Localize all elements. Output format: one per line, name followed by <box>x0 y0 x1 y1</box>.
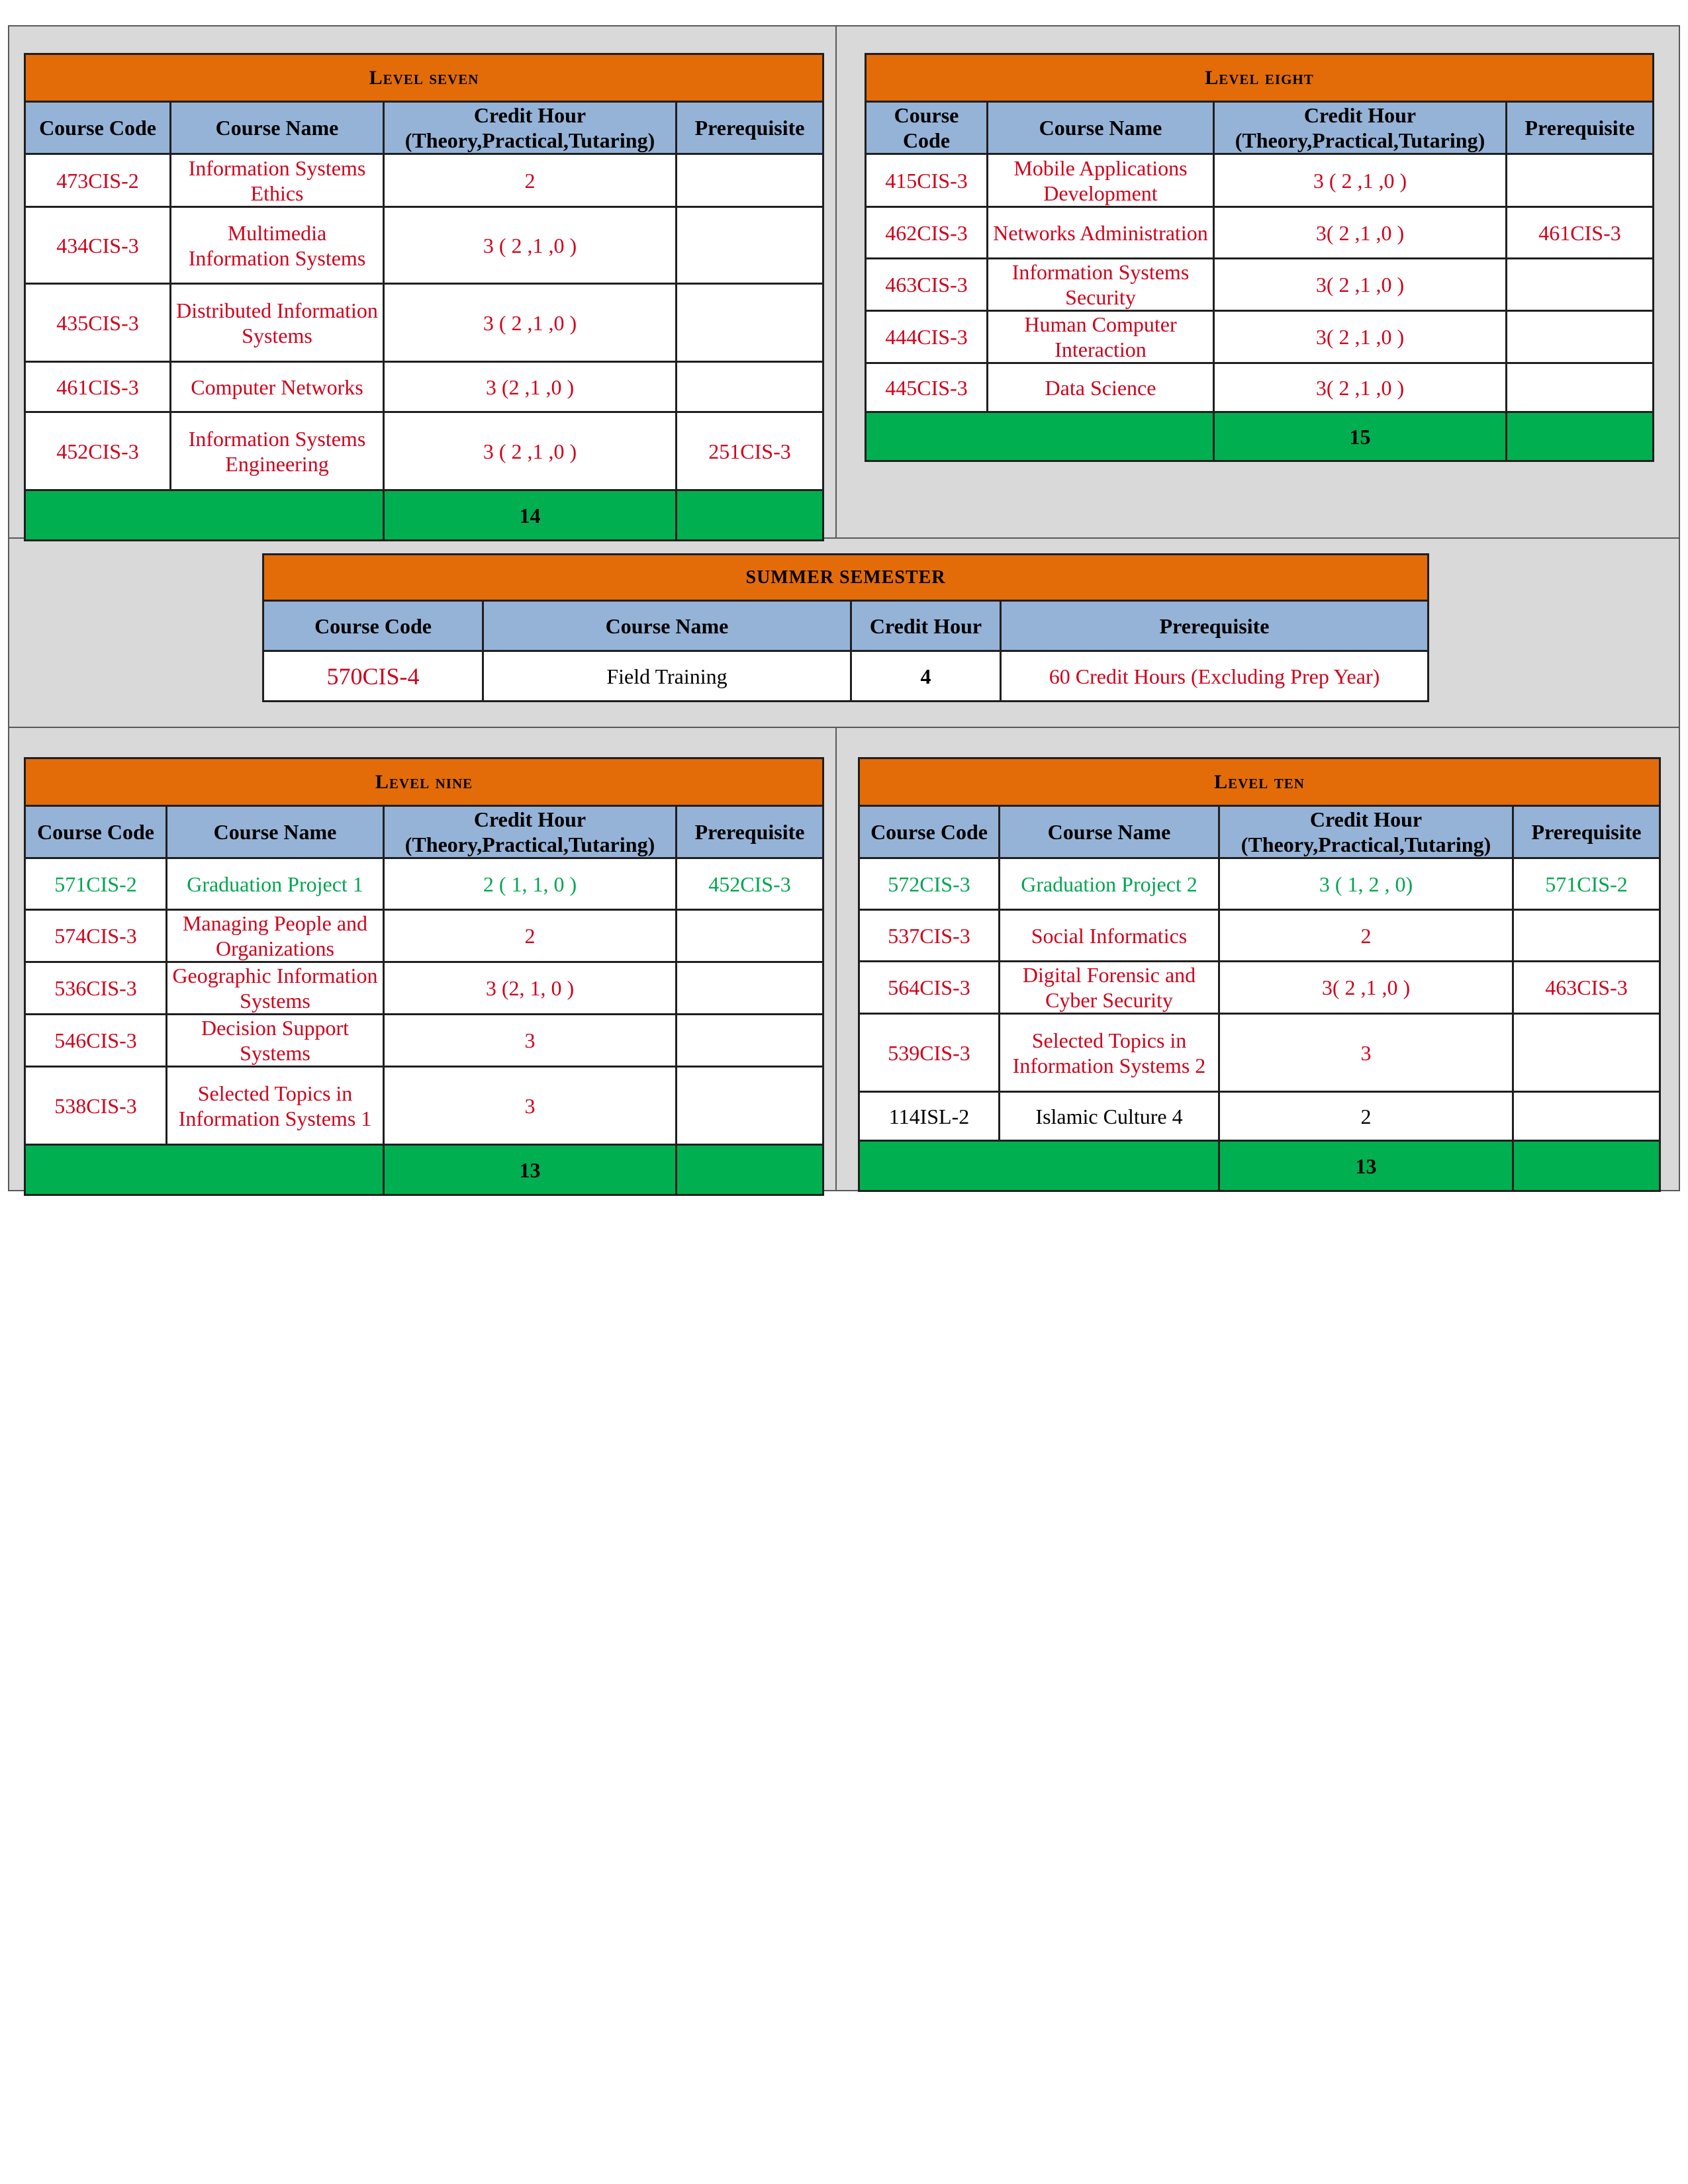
prerequisite: 461CIS-3 <box>1507 207 1654 259</box>
course-code: 445CIS-3 <box>866 363 988 412</box>
table-row <box>866 311 1654 363</box>
course-code: 536CIS-3 <box>25 962 167 1015</box>
prerequisite <box>677 284 823 362</box>
total-blank <box>866 412 1214 461</box>
header-credit-hour: Credit Hour (Theory,Practical,Tutaring) <box>384 102 677 154</box>
course-code: 473CIS-2 <box>25 154 171 207</box>
level-eight-table <box>865 53 1654 462</box>
course-name: Managing People and Organizations <box>167 910 384 962</box>
prerequisite <box>1513 1092 1660 1141</box>
header-course-code: Course Code <box>25 102 171 154</box>
credit-hour: 2 <box>384 910 677 962</box>
prerequisite <box>1507 363 1654 412</box>
prerequisite: 463CIS-3 <box>1513 962 1660 1014</box>
level-nine-table <box>24 757 824 1196</box>
summer-semester-table <box>262 553 1429 702</box>
credit-hour: 3 (2, 1, 0 ) <box>384 962 677 1015</box>
total-row <box>25 490 823 541</box>
header-prerequisite: Prerequisite <box>1507 102 1654 154</box>
header-prerequisite: Prerequisite <box>677 102 823 154</box>
total-blank <box>1513 1141 1660 1191</box>
course-code: 572CIS-3 <box>859 858 1000 910</box>
course-code: 546CIS-3 <box>25 1015 167 1067</box>
total-row <box>859 1141 1660 1191</box>
course-code: 571CIS-2 <box>25 858 167 910</box>
total-row <box>866 412 1654 461</box>
prerequisite <box>1507 154 1654 207</box>
table-row <box>25 858 823 910</box>
total-row <box>25 1145 823 1195</box>
header-credit-hour: Credit Hour (Theory,Practical,Tutaring) <box>384 806 677 858</box>
prerequisite <box>677 1015 823 1067</box>
prerequisite <box>677 154 823 207</box>
course-code: 461CIS-3 <box>25 362 171 412</box>
total-credits: 14 <box>384 490 677 541</box>
credit-hour: 2 ( 1, 1, 0 ) <box>384 858 677 910</box>
course-code: 444CIS-3 <box>866 311 988 363</box>
divider-horizontal-2 <box>8 727 1680 728</box>
course-name: Information Systems Security <box>988 259 1214 311</box>
course-code: 415CIS-3 <box>866 154 988 207</box>
table-row <box>859 910 1660 962</box>
header-prerequisite: Prerequisite <box>677 806 823 858</box>
table-row <box>866 259 1654 311</box>
table-row <box>859 1092 1660 1141</box>
credit-hour: 2 <box>1219 1092 1513 1141</box>
course-name: Digital Forensic and Cyber Security <box>1000 962 1219 1014</box>
table-row <box>25 362 823 412</box>
course-code: 564CIS-3 <box>859 962 1000 1014</box>
prerequisite <box>677 1067 823 1145</box>
credit-hour: 3 ( 2 ,1 ,0 ) <box>384 284 677 362</box>
credit-hour: 3( 2 ,1 ,0 ) <box>1214 259 1507 311</box>
table-row <box>263 651 1429 702</box>
header-course-code: Course Code <box>25 806 167 858</box>
credit-hour: 4 <box>851 651 1001 702</box>
credit-hour: 3( 2 ,1 ,0 ) <box>1214 311 1507 363</box>
prerequisite <box>1507 311 1654 363</box>
table-row <box>866 207 1654 259</box>
total-credits: 13 <box>384 1145 677 1195</box>
header-prerequisite: Prerequisite <box>1513 806 1660 858</box>
header-credit-hour: Credit Hour (Theory,Practical,Tutaring) <box>1214 102 1507 154</box>
course-code: 462CIS-3 <box>866 207 988 259</box>
total-blank <box>677 490 823 541</box>
prerequisite <box>1507 259 1654 311</box>
course-code: 434CIS-3 <box>25 207 171 284</box>
course-code: 435CIS-3 <box>25 284 171 362</box>
prerequisite: 452CIS-3 <box>677 858 823 910</box>
course-code: 452CIS-3 <box>25 412 171 490</box>
table-row <box>866 363 1654 412</box>
course-name: Selected Topics in Information Systems 2 <box>1000 1014 1219 1092</box>
course-name: Geographic Information Systems <box>167 962 384 1015</box>
table-row <box>25 910 823 962</box>
header-credit-hour: Credit Hour (Theory,Practical,Tutaring) <box>1219 806 1513 858</box>
level-title: Level ten <box>859 758 1660 806</box>
table-row <box>25 1067 823 1145</box>
course-name: Distributed Information Systems <box>171 284 384 362</box>
level-title: Level eight <box>866 54 1654 102</box>
table-row <box>866 154 1654 207</box>
table-row <box>25 962 823 1015</box>
course-name: Decision Support Systems <box>167 1015 384 1067</box>
header-course-name: Course Name <box>171 102 384 154</box>
table-row <box>25 412 823 490</box>
header-credit-hour: Credit Hour <box>851 601 1001 651</box>
course-code: 537CIS-3 <box>859 910 1000 962</box>
table-row <box>25 207 823 284</box>
credit-hour: 3 <box>1219 1014 1513 1092</box>
prerequisite <box>677 362 823 412</box>
course-name: Field Training <box>483 651 851 702</box>
divider-vertical-top <box>835 25 837 539</box>
total-blank <box>677 1145 823 1195</box>
course-name: Selected Topics in Information Systems 1 <box>167 1067 384 1145</box>
course-code: 570CIS-4 <box>263 651 483 702</box>
level-ten-table <box>858 757 1661 1192</box>
prerequisite <box>677 207 823 284</box>
credit-hour: 3( 2 ,1 ,0 ) <box>1214 207 1507 259</box>
course-name: Mobile Applications Development <box>988 154 1214 207</box>
table-row <box>25 1015 823 1067</box>
level-title: Level seven <box>25 54 823 102</box>
total-blank <box>859 1141 1219 1191</box>
table-row <box>25 284 823 362</box>
divider-vertical-bottom <box>835 727 837 1191</box>
credit-hour: 3 ( 2 ,1 ,0 ) <box>384 412 677 490</box>
table-row <box>859 1014 1660 1092</box>
header-course-code: Course Code <box>263 601 483 651</box>
header-course-name: Course Name <box>167 806 384 858</box>
level-seven-table <box>24 53 824 541</box>
course-code: 538CIS-3 <box>25 1067 167 1145</box>
prerequisite: 571CIS-2 <box>1513 858 1660 910</box>
course-name: Computer Networks <box>171 362 384 412</box>
course-code: 114ISL-2 <box>859 1092 1000 1141</box>
credit-hour: 3 ( 1, 2 , 0) <box>1219 858 1513 910</box>
header-course-code: Course Code <box>859 806 1000 858</box>
course-code: 463CIS-3 <box>866 259 988 311</box>
prerequisite <box>1513 1014 1660 1092</box>
credit-hour: 3( 2 ,1 ,0 ) <box>1219 962 1513 1014</box>
course-name: Information Systems Engineering <box>171 412 384 490</box>
total-blank <box>1507 412 1654 461</box>
credit-hour: 3( 2 ,1 ,0 ) <box>1214 363 1507 412</box>
table-row <box>859 962 1660 1014</box>
course-name: Information Systems Ethics <box>171 154 384 207</box>
prerequisite: 60 Credit Hours (Excluding Prep Year) <box>1001 651 1429 702</box>
table-row <box>25 154 823 207</box>
course-name: Graduation Project 2 <box>1000 858 1219 910</box>
total-credits: 13 <box>1219 1141 1513 1191</box>
table-row <box>859 858 1660 910</box>
course-name: Social Informatics <box>1000 910 1219 962</box>
credit-hour: 3 <box>384 1015 677 1067</box>
course-code: 574CIS-3 <box>25 910 167 962</box>
credit-hour: 3 <box>384 1067 677 1145</box>
course-name: Human Computer Interaction <box>988 311 1214 363</box>
total-blank <box>25 490 384 541</box>
header-course-code: Course Code <box>866 102 988 154</box>
credit-hour: 3 (2 ,1 ,0 ) <box>384 362 677 412</box>
level-title: Level nine <box>25 758 823 806</box>
total-credits: 15 <box>1214 412 1507 461</box>
course-name: Islamic Culture 4 <box>1000 1092 1219 1141</box>
prerequisite <box>677 962 823 1015</box>
header-course-name: Course Name <box>988 102 1214 154</box>
course-name: Networks Administration <box>988 207 1214 259</box>
summer-title: SUMMER SEMESTER <box>263 555 1429 601</box>
course-name: Graduation Project 1 <box>167 858 384 910</box>
credit-hour: 3 ( 2 ,1 ,0 ) <box>1214 154 1507 207</box>
credit-hour: 3 ( 2 ,1 ,0 ) <box>384 207 677 284</box>
course-code: 539CIS-3 <box>859 1014 1000 1092</box>
prerequisite <box>1513 910 1660 962</box>
credit-hour: 2 <box>1219 910 1513 962</box>
header-prerequisite: Prerequisite <box>1001 601 1429 651</box>
header-course-name: Course Name <box>483 601 851 651</box>
course-name: Data Science <box>988 363 1214 412</box>
prerequisite <box>677 910 823 962</box>
course-name: Multimedia Information Systems <box>171 207 384 284</box>
header-course-name: Course Name <box>1000 806 1219 858</box>
total-blank <box>25 1145 384 1195</box>
prerequisite: 251CIS-3 <box>677 412 823 490</box>
credit-hour: 2 <box>384 154 677 207</box>
